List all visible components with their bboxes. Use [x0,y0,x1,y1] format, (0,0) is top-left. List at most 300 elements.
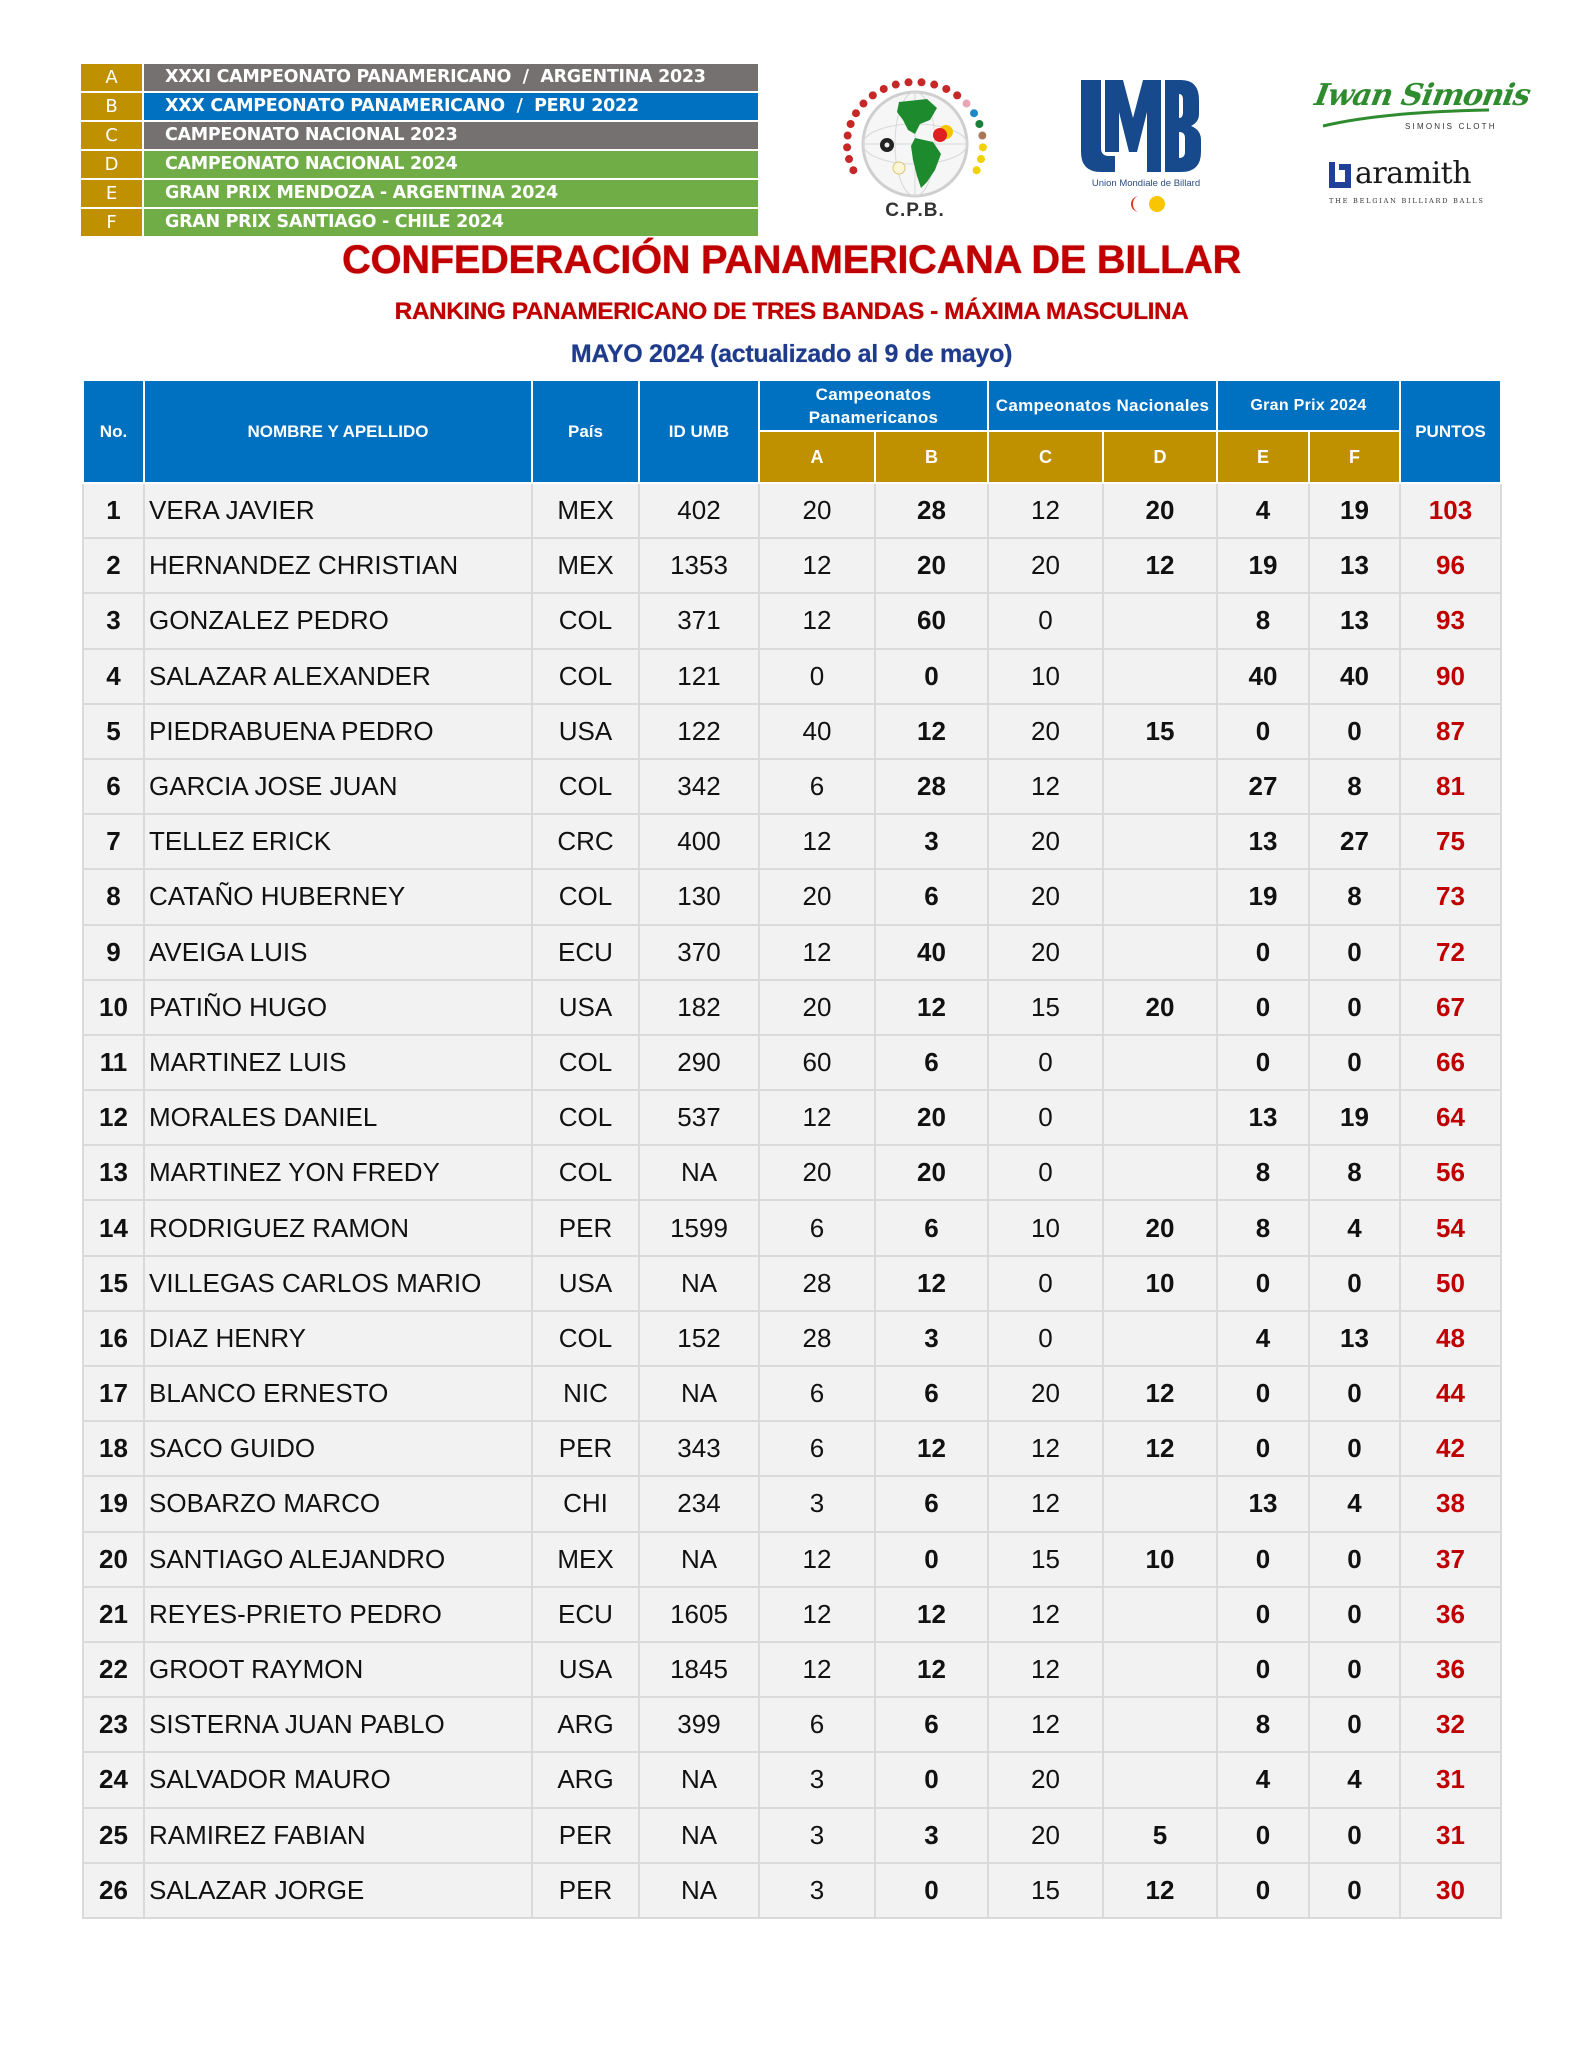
cell-a: 6 [759,1697,875,1752]
cell-pts: 42 [1400,1421,1501,1476]
table-row [83,1256,1501,1311]
cell-e: 0 [1217,925,1309,980]
cpb-logo [835,72,995,232]
cell-a: 40 [759,704,875,759]
table-row [83,483,1501,538]
cell-e: 0 [1217,980,1309,1035]
cell-c: 0 [988,1311,1103,1366]
cell-pts: 67 [1400,980,1501,1035]
cell-a: 12 [759,593,875,648]
cell-no: 1 [83,483,144,538]
cell-country: MEX [532,538,639,593]
cell-e: 0 [1217,704,1309,759]
cell-d: 12 [1103,1863,1217,1918]
legend-item [81,93,758,120]
cell-e: 8 [1217,1145,1309,1200]
cell-name: RODRIGUEZ RAMON [144,1200,532,1255]
cell-no: 5 [83,704,144,759]
legend-letter: D [81,151,142,178]
table-row [83,1200,1501,1255]
cell-pts: 36 [1400,1642,1501,1697]
legend-label: CAMPEONATO NACIONAL 2023 [144,122,758,149]
legend-letter: F [81,209,142,236]
umb-balls-icon [1123,194,1173,214]
cell-a: 28 [759,1256,875,1311]
legend-letter: A [81,64,142,91]
cell-id: NA [639,1366,759,1421]
cell-f: 4 [1309,1752,1400,1807]
cpb-ball-dot [845,155,853,163]
cell-b: 6 [875,1697,988,1752]
cell-d [1103,1697,1217,1752]
cell-f: 0 [1309,1366,1400,1421]
cell-pts: 36 [1400,1587,1501,1642]
cell-c: 15 [988,1532,1103,1587]
table-row [83,1752,1501,1807]
legend-letter: C [81,122,142,149]
cpb-ball-dot [917,78,925,86]
cell-name: GONZALEZ PEDRO [144,593,532,648]
legend-letter: E [81,180,142,207]
cell-c: 0 [988,1256,1103,1311]
legend-item [81,151,758,178]
cell-a: 12 [759,1090,875,1145]
header-group-nacionales: Campeonatos Nacionales [988,380,1217,431]
cell-pts: 87 [1400,704,1501,759]
cell-f: 40 [1309,649,1400,704]
cell-country: PER [532,1421,639,1476]
cell-d: 15 [1103,704,1217,759]
legend-letter: B [81,93,142,120]
cell-e: 19 [1217,869,1309,924]
cell-e: 0 [1217,1035,1309,1090]
cell-f: 4 [1309,1476,1400,1531]
cell-d [1103,759,1217,814]
cell-b: 28 [875,483,988,538]
header-col-c: C [988,431,1103,483]
cell-id: NA [639,1863,759,1918]
cell-d: 12 [1103,1421,1217,1476]
cell-name: PIEDRABUENA PEDRO [144,704,532,759]
cell-c: 20 [988,925,1103,980]
header-no: No. [83,380,144,483]
cell-country: MEX [532,1532,639,1587]
cell-c: 12 [988,1421,1103,1476]
cell-c: 20 [988,704,1103,759]
cell-f: 19 [1309,483,1400,538]
cell-b: 0 [875,1863,988,1918]
cell-f: 0 [1309,1256,1400,1311]
ranking-table [82,379,1502,1919]
cell-no: 2 [83,538,144,593]
cell-a: 20 [759,1145,875,1200]
cell-country: USA [532,1256,639,1311]
cell-no: 25 [83,1808,144,1863]
cell-b: 28 [875,759,988,814]
cell-d [1103,814,1217,869]
table-row [83,1421,1501,1476]
cpb-ball-dot [953,91,961,99]
cell-f: 0 [1309,1035,1400,1090]
cell-country: COL [532,593,639,648]
cell-country: COL [532,869,639,924]
cell-c: 12 [988,1697,1103,1752]
cell-e: 13 [1217,1476,1309,1531]
header-country: País [532,380,639,483]
cell-id: 122 [639,704,759,759]
cell-c: 0 [988,1090,1103,1145]
cell-a: 6 [759,1200,875,1255]
cell-pts: 32 [1400,1697,1501,1752]
cell-a: 12 [759,1587,875,1642]
cell-c: 15 [988,1863,1103,1918]
legend-label: XXX CAMPEONATO PANAMERICANO / PERU 2022 [144,93,758,120]
cell-no: 24 [83,1752,144,1807]
table-row [83,1587,1501,1642]
cell-no: 9 [83,925,144,980]
aramith-tagline: THE BELGIAN BILLIARD BALLS [1329,197,1485,205]
cell-country: USA [532,980,639,1035]
cell-a: 3 [759,1863,875,1918]
cell-e: 0 [1217,1532,1309,1587]
cell-a: 3 [759,1808,875,1863]
cpb-ball-dot [880,85,888,93]
cell-country: COL [532,1090,639,1145]
cell-a: 20 [759,869,875,924]
cell-d: 10 [1103,1256,1217,1311]
header-group-panamericanos: Campeonatos Panamericanos [759,380,988,431]
cell-id: 1599 [639,1200,759,1255]
cell-country: ECU [532,1587,639,1642]
cell-name: HERNANDEZ CHRISTIAN [144,538,532,593]
simonis-tagline: SIMONIS CLOTH [1405,122,1497,131]
cell-e: 13 [1217,814,1309,869]
cell-id: 400 [639,814,759,869]
cell-a: 6 [759,1421,875,1476]
table-row [83,1642,1501,1697]
header-col-f: F [1309,431,1400,483]
cell-name: SACO GUIDO [144,1421,532,1476]
cell-pts: 31 [1400,1808,1501,1863]
cell-no: 21 [83,1587,144,1642]
table-row [83,593,1501,648]
cell-d [1103,869,1217,924]
cell-no: 12 [83,1090,144,1145]
cell-name: SOBARZO MARCO [144,1476,532,1531]
cell-name: SANTIAGO ALEJANDRO [144,1532,532,1587]
cell-a: 12 [759,538,875,593]
cell-e: 27 [1217,759,1309,814]
cell-f: 0 [1309,1697,1400,1752]
cell-name: SALAZAR ALEXANDER [144,649,532,704]
cell-pts: 103 [1400,483,1501,538]
table-row [83,704,1501,759]
cell-id: 1605 [639,1587,759,1642]
cpb-ball-dot [905,78,913,86]
table-row [83,980,1501,1035]
cell-d [1103,1090,1217,1145]
cell-pts: 38 [1400,1476,1501,1531]
cell-c: 20 [988,1366,1103,1421]
cpb-ball-dot [973,166,981,174]
cell-a: 12 [759,814,875,869]
cell-b: 6 [875,1035,988,1090]
cell-pts: 75 [1400,814,1501,869]
legend-label: CAMPEONATO NACIONAL 2024 [144,151,758,178]
cpb-ball-dot [859,100,867,108]
cell-e: 4 [1217,483,1309,538]
cell-d [1103,1587,1217,1642]
cpb-ball-dot [852,109,860,117]
cell-id: 234 [639,1476,759,1531]
cell-d [1103,925,1217,980]
cell-name: PATIÑO HUGO [144,980,532,1035]
aramith-wordmark: aramith [1355,156,1472,191]
header-col-e: E [1217,431,1309,483]
cell-country: MEX [532,483,639,538]
table-row [83,759,1501,814]
cell-no: 7 [83,814,144,869]
cpb-ball-dot [942,85,950,93]
table-row [83,1090,1501,1145]
legend-label: XXXI CAMPEONATO PANAMERICANO / ARGENTINA 2023 [144,64,758,91]
cell-f: 0 [1309,704,1400,759]
cell-pts: 81 [1400,759,1501,814]
cell-f: 8 [1309,869,1400,924]
table-row [83,1476,1501,1531]
cell-d: 12 [1103,538,1217,593]
cell-a: 6 [759,759,875,814]
cell-f: 8 [1309,1145,1400,1200]
cell-b: 0 [875,1532,988,1587]
cell-b: 0 [875,649,988,704]
cell-country: NIC [532,1366,639,1421]
header-points: PUNTOS [1400,380,1501,483]
cell-b: 12 [875,1587,988,1642]
cell-no: 6 [83,759,144,814]
cell-a: 20 [759,483,875,538]
cell-f: 0 [1309,1532,1400,1587]
cell-country: USA [532,704,639,759]
cell-b: 12 [875,1256,988,1311]
cell-country: USA [532,1642,639,1697]
cell-b: 12 [875,980,988,1035]
cell-no: 15 [83,1256,144,1311]
cell-name: VERA JAVIER [144,483,532,538]
cell-no: 3 [83,593,144,648]
cell-d: 12 [1103,1366,1217,1421]
cell-no: 14 [83,1200,144,1255]
cpb-ball-dot [843,143,851,151]
cell-country: ARG [532,1752,639,1807]
table-row [83,1697,1501,1752]
cell-c: 12 [988,1476,1103,1531]
cell-f: 0 [1309,1421,1400,1476]
cell-d [1103,1311,1217,1366]
cell-no: 19 [83,1476,144,1531]
cell-b: 3 [875,1808,988,1863]
cell-f: 8 [1309,759,1400,814]
umb-subtitle: Union Mondiale de Billard [1091,178,1201,189]
cpb-ball-dot [975,120,983,128]
cell-f: 0 [1309,1642,1400,1697]
cpb-ball-dot [963,100,971,108]
cpb-ball-dot [892,81,900,89]
table-row [83,649,1501,704]
cell-d: 20 [1103,1200,1217,1255]
cell-d: 20 [1103,980,1217,1035]
cell-id: NA [639,1145,759,1200]
cell-e: 8 [1217,593,1309,648]
cell-e: 4 [1217,1311,1309,1366]
cell-country: PER [532,1808,639,1863]
cell-b: 6 [875,1476,988,1531]
table-row [83,1808,1501,1863]
cell-country: COL [532,759,639,814]
umb-letters-icon [1075,78,1205,176]
cell-name: MORALES DANIEL [144,1090,532,1145]
cell-pts: 93 [1400,593,1501,648]
cell-id: 1845 [639,1642,759,1697]
cell-pts: 30 [1400,1863,1501,1918]
cell-name: MARTINEZ YON FREDY [144,1145,532,1200]
cell-id: 370 [639,925,759,980]
cell-b: 12 [875,1421,988,1476]
cell-a: 28 [759,1311,875,1366]
cell-f: 0 [1309,1587,1400,1642]
cpb-logo-text: C.P.B. [885,200,945,221]
cell-id: 152 [639,1311,759,1366]
cell-b: 60 [875,593,988,648]
cell-f: 0 [1309,1808,1400,1863]
cell-e: 13 [1217,1090,1309,1145]
cell-id: NA [639,1752,759,1807]
cell-name: CATAÑO HUBERNEY [144,869,532,924]
cell-a: 3 [759,1476,875,1531]
cell-f: 0 [1309,925,1400,980]
cell-e: 0 [1217,1256,1309,1311]
legend-label: GRAN PRIX SANTIAGO - CHILE 2024 [144,209,758,236]
cell-b: 3 [875,1311,988,1366]
cell-name: TELLEZ ERICK [144,814,532,869]
cell-c: 20 [988,869,1103,924]
cell-d [1103,1145,1217,1200]
cell-c: 12 [988,483,1103,538]
cell-c: 20 [988,538,1103,593]
cell-f: 19 [1309,1090,1400,1145]
cell-c: 20 [988,1752,1103,1807]
cell-pts: 44 [1400,1366,1501,1421]
cell-id: 371 [639,593,759,648]
cell-pts: 90 [1400,649,1501,704]
cell-a: 3 [759,1752,875,1807]
cell-b: 40 [875,925,988,980]
cell-no: 22 [83,1642,144,1697]
cell-name: SALVADOR MAURO [144,1752,532,1807]
cell-d: 10 [1103,1532,1217,1587]
cpb-ball-dot [847,120,855,128]
simonis-script: Iwan Simonis [1311,78,1533,113]
cell-e: 0 [1217,1642,1309,1697]
cell-name: SALAZAR JORGE [144,1863,532,1918]
cell-no: 26 [83,1863,144,1918]
cell-f: 0 [1309,1863,1400,1918]
header-name: NOMBRE Y APELLIDO [144,380,532,483]
simonis-logo [1311,78,1533,138]
cell-id: NA [639,1532,759,1587]
cell-no: 4 [83,649,144,704]
cell-id: 342 [639,759,759,814]
cell-d: 5 [1103,1808,1217,1863]
cpb-ball-dot [970,109,978,117]
legend-item [81,180,758,207]
cell-d [1103,649,1217,704]
cell-name: SISTERNA JUAN PABLO [144,1697,532,1752]
cell-country: COL [532,649,639,704]
table-row [83,925,1501,980]
table-row [83,1311,1501,1366]
cell-e: 8 [1217,1200,1309,1255]
cell-no: 10 [83,980,144,1035]
cell-name: RAMIREZ FABIAN [144,1808,532,1863]
cell-no: 18 [83,1421,144,1476]
cell-country: PER [532,1200,639,1255]
cell-b: 3 [875,814,988,869]
umb-logo [1075,78,1215,218]
cell-name: VILLEGAS CARLOS MARIO [144,1256,532,1311]
cell-b: 6 [875,1200,988,1255]
cell-e: 8 [1217,1697,1309,1752]
cell-a: 20 [759,980,875,1035]
cell-f: 27 [1309,814,1400,869]
cell-b: 12 [875,1642,988,1697]
cpb-ball-dot [977,155,985,163]
table-row [83,1863,1501,1918]
ranking-date: MAYO 2024 (actualizado al 9 de mayo) [570,340,1013,368]
cell-c: 20 [988,1808,1103,1863]
cpb-globe-icon [835,72,995,202]
cell-b: 0 [875,1752,988,1807]
cell-e: 0 [1217,1587,1309,1642]
cell-id: NA [639,1808,759,1863]
cpb-ball-dot [844,132,852,140]
cell-e: 19 [1217,538,1309,593]
cell-f: 13 [1309,1311,1400,1366]
cell-no: 13 [83,1145,144,1200]
table-row [83,814,1501,869]
cpb-ball-dot [869,91,877,99]
cell-name: BLANCO ERNESTO [144,1366,532,1421]
cell-a: 60 [759,1035,875,1090]
cell-c: 10 [988,649,1103,704]
cell-pts: 50 [1400,1256,1501,1311]
cpb-ball-dot [978,132,986,140]
cell-f: 0 [1309,980,1400,1035]
cell-b: 20 [875,538,988,593]
cell-c: 12 [988,759,1103,814]
cell-e: 40 [1217,649,1309,704]
table-row [83,1035,1501,1090]
cell-b: 12 [875,704,988,759]
cell-d [1103,1752,1217,1807]
cell-pts: 54 [1400,1200,1501,1255]
cell-id: 1353 [639,538,759,593]
legend-item [81,209,758,236]
cell-country: PER [532,1863,639,1918]
cell-e: 0 [1217,1808,1309,1863]
cell-id: 130 [639,869,759,924]
cell-a: 6 [759,1366,875,1421]
